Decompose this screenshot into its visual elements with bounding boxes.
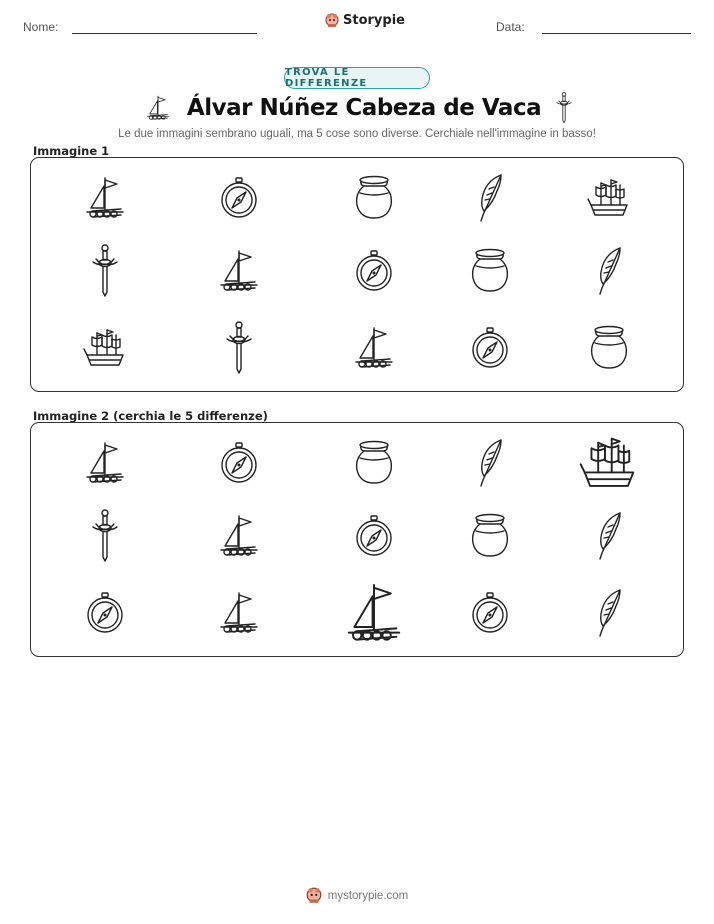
raft-icon: [209, 241, 269, 301]
pot-icon: [344, 168, 404, 228]
compass-icon[interactable]: [209, 433, 269, 493]
footer: [0, 887, 714, 904]
page-title: [140, 90, 580, 126]
pie-mascot-icon: [325, 13, 339, 28]
title-raft-icon: [145, 93, 173, 123]
ship-icon: [579, 168, 639, 228]
feather-icon[interactable]: [579, 583, 639, 643]
compass-icon: [209, 168, 269, 228]
date-line[interactable]: [542, 33, 691, 34]
feather-icon[interactable]: [460, 433, 520, 493]
compass-icon[interactable]: [75, 583, 135, 643]
sword-icon[interactable]: [75, 506, 135, 566]
brand-logo: [325, 13, 405, 28]
name-line[interactable]: [72, 33, 257, 34]
raft-icon: [344, 318, 404, 378]
feather-icon: [460, 168, 520, 228]
pie-mascot-icon: [306, 887, 322, 904]
image-2-panel[interactable]: [30, 422, 684, 657]
ship-icon: [75, 318, 135, 378]
compass-icon: [460, 318, 520, 378]
compass-icon: [344, 241, 404, 301]
raft-icon[interactable]: [209, 583, 269, 643]
panel2-label: Immagine 2 (cerchia le 5 differenze): [33, 409, 268, 423]
sword-icon: [209, 318, 269, 378]
raft-icon[interactable]: [75, 433, 135, 493]
title-sword-icon: [555, 92, 575, 124]
pot-icon[interactable]: [460, 506, 520, 566]
footer-url: mystorypie.com: [327, 889, 409, 902]
ship-icon[interactable]: [569, 423, 650, 504]
pot-icon: [460, 241, 520, 301]
compass-icon[interactable]: [344, 506, 404, 566]
panel1-label: Immagine 1: [33, 144, 110, 158]
compass-icon[interactable]: [460, 583, 520, 643]
raft-icon: [75, 168, 135, 228]
pot-icon: [579, 318, 639, 378]
instructions: Le due immagini sembrano uguali, ma 5 cose sono diverse. Cerchiale nell'immagine in basso!: [118, 128, 596, 140]
feather-icon: [579, 241, 639, 301]
title-text: Álvar Núñez Cabeza de Vaca: [186, 95, 542, 121]
raft-icon[interactable]: [209, 506, 269, 566]
raft-icon[interactable]: [332, 571, 416, 655]
image-1-panel: [30, 157, 684, 392]
brand-name: Storypie: [343, 13, 405, 28]
date-label: Data:: [496, 20, 525, 34]
sword-icon: [75, 241, 135, 301]
pot-icon[interactable]: [344, 433, 404, 493]
feather-icon[interactable]: [579, 506, 639, 566]
activity-badge: TROVA LE DIFFERENZE: [284, 67, 430, 89]
name-label: Nome:: [23, 20, 59, 34]
